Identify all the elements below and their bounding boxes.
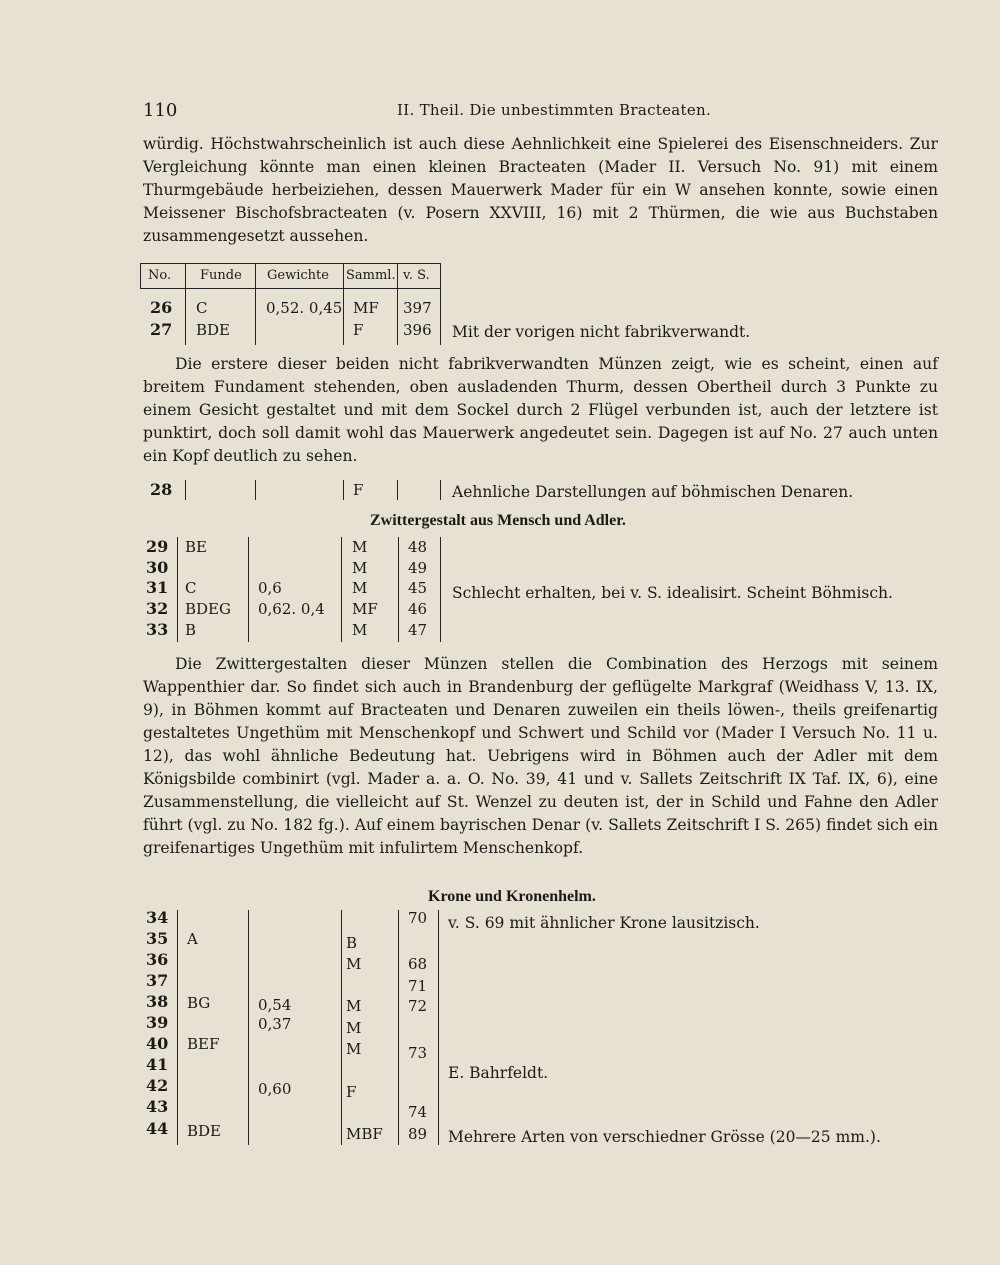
section-heading-zwittergestalt: Zwittergestalt aus Mensch und Adler. (370, 512, 626, 529)
remark-row-28: Aehnliche Darstellungen auf böhmischen Denaren. (452, 483, 854, 501)
section-heading-krone: Krone und Kronenhelm. (428, 888, 596, 905)
col-header-sammlung: Samml. (346, 268, 396, 283)
remark-row-41: E. Bahrfeldt. (448, 1064, 549, 1082)
remark-row-44: Mehrere Arten von verschiedner Grösse (20—25 mm.). (448, 1128, 881, 1146)
running-title: II. Theil. Die unbestimmten Bracteaten. (397, 101, 712, 119)
paragraph-3: Die Zwittergestalten dieser Münzen stellen die Combination des Herzogs mit seinem Wappenthier dar. So findet sich auch in Brandenburg der geflügelte Markgraf (Weidhass V, 13. IX, 9), in Böhmen kommt auf Bracteaten und Denaren zuweilen ein theils löwen-, theils greifenartig gestaltetes Ungethüm mit Menschenkopf und Schwert und Schild vor (Mader I Versuch No. 11 u. 12), das wohl ähnliche Bedeutung hat. Uebrigens wird in Böhmen auch der Adler mit dem Königsbilde combinirt (vgl. Mader a. a. O. No. 39, 41 und v. Sallets Zeitschrift IX Taf. IX, 6), eine Zusammenstellung, die vielleicht auf St. Wenzel zu deuten ist, der in Schild und Fahne den Adler führt (vgl. zu No. 182 fg.). Auf einem bayrischen Denar (v. Sallets Zeitschrift I S. 265) findet sich ein greifenartiges Ungethüm mit infulirtem Menschenkopf. (143, 655, 938, 857)
col-header-vs: v. S. (403, 268, 430, 283)
paragraph-1: würdig. Höchstwahrscheinlich ist auch diese Aehnlichkeit eine Spielerei des Eisenschneiders. Zur Vergleichung könnte man einen kleinen Bracteaten (Mader II. Versuch No. 91) mit einem Thurmgebäude herbeiziehen, dessen Mauerwerk Mader für ein W ansehen konnte, sowie einen Meissener Bischofsbracteaten (v. Posern XXVIII, 16) mit 2 Thürmen, die wie aus Buchstaben zusammengesetzt aussehen. (143, 135, 938, 245)
paragraph-2: Die erstere dieser beiden nicht fabrikverwandten Münzen zeigt, wie es scheint, einen auf breitem Fundament stehenden, oben ausladenden Thurm, dessen Obertheil durch 3 Punkte zu einem Gesicht gestaltet und mit dem Sockel durch 2 Flügel verbunden ist, auch der letztere ist punktirt, doch soll damit wohl das Mauerwerk angedeutet sein. Dagegen ist auf No. 27 auch unten ein Kopf deutlich zu sehen. (143, 355, 938, 465)
col-header-gewichte: Gewichte (267, 268, 329, 283)
page-number: 110 (143, 100, 178, 121)
col-header-funde: Funde (200, 268, 242, 283)
remark-group-2: Schlecht erhalten, bei v. S. idealisirt. Scheint Böhmisch. (452, 584, 893, 602)
col-header-no: No. (148, 268, 172, 283)
remark-row-34: v. S. 69 mit ähnlicher Krone lausitzisch. (448, 914, 760, 932)
remark-group-1: Mit der vorigen nicht fabrikverwandt. (452, 323, 751, 341)
